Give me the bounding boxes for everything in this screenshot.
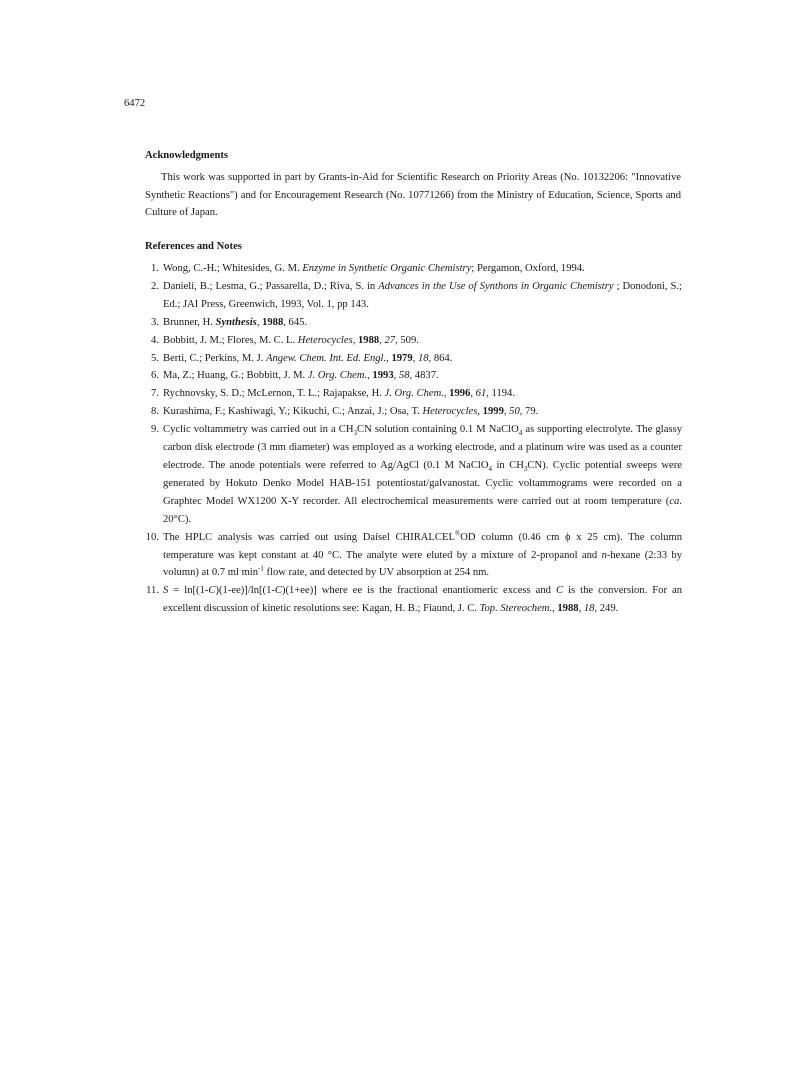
- reference-year: 1988: [358, 334, 380, 346]
- references-heading: References and Notes: [145, 241, 242, 252]
- reference-year: 1988: [262, 316, 284, 328]
- journal-name: J. Org. Chem.: [384, 388, 444, 400]
- acknowledgments-heading: Acknowledgments: [145, 150, 228, 161]
- reference-year: 1999: [482, 406, 504, 418]
- reference-number: 11.: [146, 585, 159, 597]
- reference-number: 4.: [151, 334, 159, 346]
- reference-number: 10.: [145, 531, 159, 543]
- reference-number: 7.: [151, 388, 159, 400]
- reference-number: 3.: [151, 316, 159, 328]
- reference-item: 1. Wong, C.-H.; Whitesides, G. M. Enzyme in Synthetic Organic Chemistry; Pergamon, Oxford, 1994.: [145, 260, 682, 278]
- reference-number: 1.: [151, 263, 159, 274]
- journal-name: Heterocycles: [422, 406, 478, 418]
- reference-volume: 61: [475, 388, 487, 400]
- journal-name: Angew. Chem. Int. Ed. Engl.: [266, 352, 387, 364]
- reference-volume: 18: [583, 603, 595, 615]
- journal-name: Top. Stereochem.: [479, 603, 553, 615]
- journal-name: Heterocycles: [297, 334, 353, 346]
- reference-year: 1996: [449, 388, 471, 400]
- reference-item: 4. Bobbitt, J. M.; Flores, M. C. L. Heterocycles, 1988, 27, 509.: [145, 332, 682, 350]
- page-number: 6472: [124, 98, 146, 109]
- reference-item: 6. Ma, Z.; Huang, G.; Bobbitt, J. M. J. Org. Chem., 1993, 58, 4837.: [145, 367, 682, 385]
- journal-name: Synthesis: [215, 316, 257, 328]
- reference-item: 5. Berti, C.; Perkins, M. J. Angew. Chem. Int. Ed. Engl., 1979, 18, 864.: [145, 350, 682, 368]
- reference-item: 11. S = ln[(1-C)(1-ee)]/ln[(1-C)(1+ee)] where ee is the fractional enantiomeric excess and C is the conversion. For an excellent discussion of kinetic resolutions see: Kagan, H. B.; Fiaund, J. C. Top. Stereochem., 1988, 18, 249.: [145, 582, 682, 618]
- reference-year: 1993: [372, 370, 394, 382]
- reference-number: 2.: [151, 280, 159, 292]
- reference-volume: 27: [384, 334, 396, 346]
- book-title: Enzyme in Synthetic Organic Chemistry: [302, 263, 472, 274]
- reference-item: 3. Brunner, H. Synthesis, 1988, 645.: [145, 314, 682, 332]
- reference-item: 8. Kurashima, F.; Kashiwagi, Y.; Kikuchi, C.; Anzai, J.; Osa, T. Heterocycles, 1999, 50, 79.: [145, 403, 682, 421]
- reference-item: 2. Danieli, B.; Lesma, G.; Passarella, D.; Riva, S. in Advances in the Use of Synthons in Organic Chemistry ; Donodoni, S.; Ed.; JAI Press, Greenwich, 1993, Vol. 1, pp 143.: [145, 278, 682, 314]
- reference-number: 9.: [151, 424, 159, 436]
- reference-number: 8.: [151, 406, 159, 418]
- reference-item: 9. Cyclic voltammetry was carried out in a $CH_3CN$ solution containing 0.1 M NaClO$_4$ as supporting electrolyte. The glassy carbon disk electrode (3 mm diameter) was employed as a working electrode, and a platinum wire was used as a counter electrode. The anode potentials were referred to Ag/AgCl (0.1 M NaClO$_4$ in $CH_3CN$). Cyclic potential sweeps were generated by Hokuto Denko Model HAB-151 potentiostat/galvanostat. Cyclic voltammograms were recorded on a Graphtec Model WX1200 X-Y recorder. All electrochemical measurements were carried out at room temperature (ca. 20°C).: [145, 421, 682, 528]
- reference-number: 6.: [151, 370, 159, 382]
- reference-item: 7. Rychnovsky, S. D.; McLernon, T. L.; Rajapakse, H. J. Org. Chem., 1996, 61, 1194.: [145, 385, 682, 403]
- journal-name: J. Org. Chem.: [307, 370, 368, 382]
- reference-list: [145, 260, 682, 618]
- reference-year: 1988: [557, 603, 579, 615]
- reference-volume: 18: [417, 352, 429, 364]
- book-title: Advances in the Use of Synthons in Organic Chemistry: [378, 280, 614, 292]
- reference-year: 1979: [391, 352, 413, 364]
- acknowledgments-body: This work was supported in part by Grants-in-Aid for Scientific Research on Priority Areas (No. 10132206: "Innovative Synthetic Reactions") and for Encouragement Research (No. 10771266) from the Ministry of Education, Science, Sports and Culture of Japan.: [145, 172, 681, 218]
- reference-item: 10. The HPLC analysis was carried out using Daisel CHIRALCEL®OD column (0.46 cm ϕ x 25 cm). The column temperature was kept constant at 40 °C. The analyte were eluted by a mixture of 2-propanol and n-hexane (2:33 by volumn) at 0.7 ml $\min^{-1}$ flow rate, and detected by UV absorption at 254 nm.: [145, 529, 682, 583]
- reference-number: 5.: [151, 352, 159, 364]
- reference-volume: 50: [509, 406, 520, 418]
- reference-volume: 58: [398, 370, 410, 382]
